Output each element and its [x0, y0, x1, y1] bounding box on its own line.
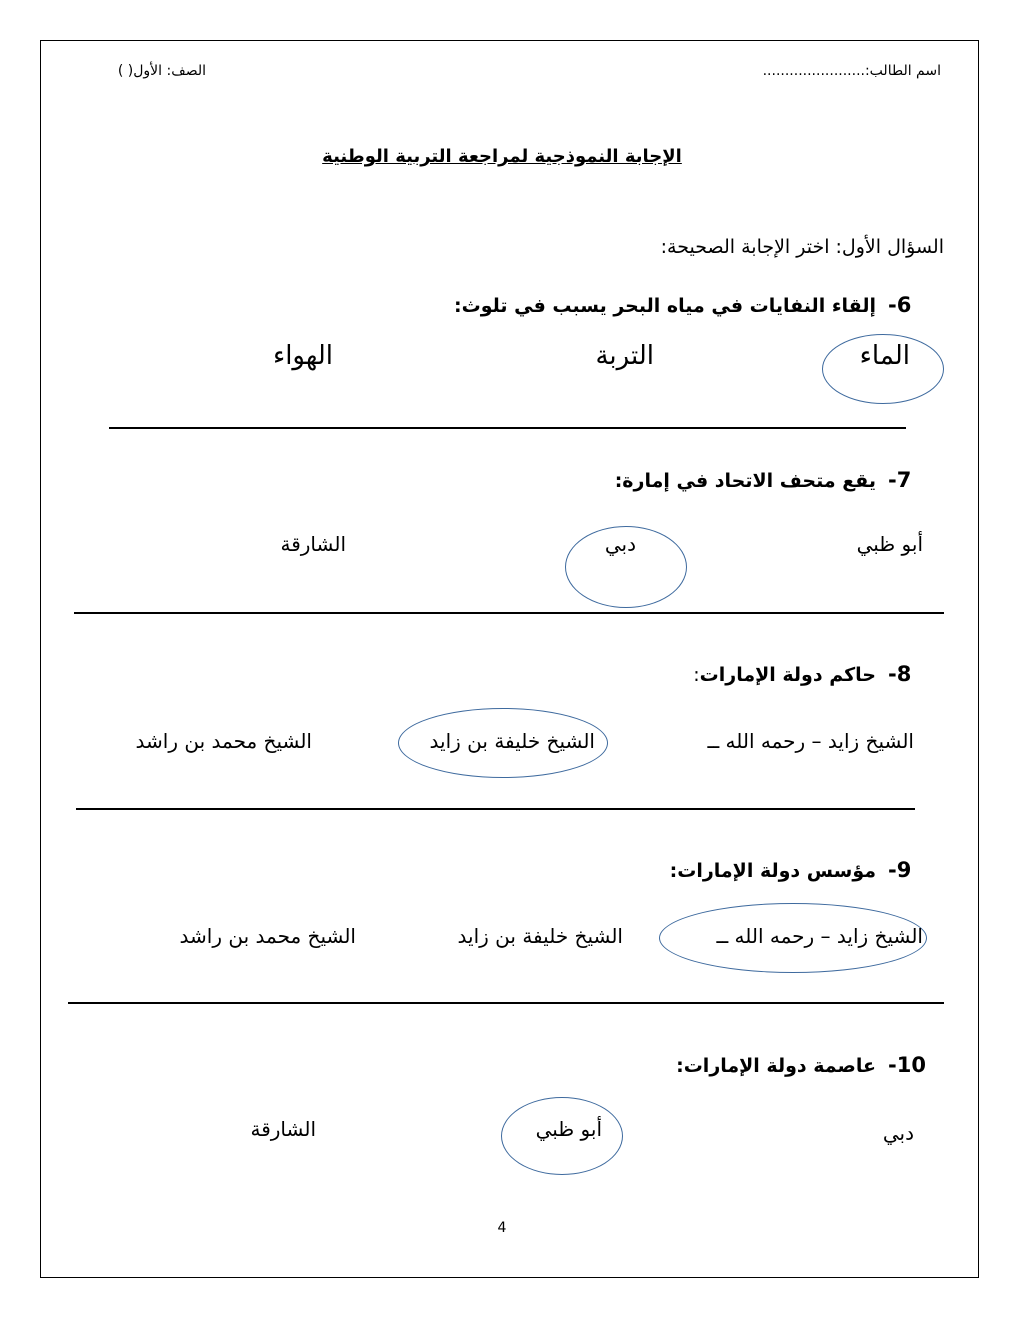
question-9: [670, 858, 940, 882]
page-number: 4: [497, 1220, 507, 1236]
option-air: الهواء: [272, 341, 333, 371]
question-number: 9-: [888, 858, 912, 882]
option-sheikh-khalifa: الشيخ خليفة بن زايد: [457, 924, 623, 948]
option-abu-dhabi: أبو ظبي: [856, 532, 923, 556]
option-sheikh-mohammed: الشيخ محمد بن راشد: [135, 729, 312, 753]
question-number: 8-: [888, 662, 912, 686]
page-border: [40, 40, 979, 1278]
option-soil: التربة: [595, 341, 654, 371]
question-10: [676, 1053, 940, 1077]
option-sheikh-mohammed: الشيخ محمد بن راشد: [179, 924, 356, 948]
option-sheikh-zayed: الشيخ زايد – رحمه الله ــ: [707, 729, 914, 753]
section-heading: السؤال الأول: اختر الإجابة الصحيحة:: [660, 236, 944, 258]
divider: [68, 1002, 944, 1004]
option-sheikh-zayed: الشيخ زايد – رحمه الله ــ: [716, 924, 923, 948]
option-dubai: دبي: [882, 1121, 914, 1145]
question-text: حاكم دولة الإمارات: [699, 664, 876, 686]
divider: [109, 427, 906, 429]
question-text: مؤسس دولة الإمارات:: [669, 860, 876, 882]
option-sharjah: الشارقة: [250, 1117, 316, 1141]
question-8: 8-حاكم دولة الإمارات:: [693, 662, 940, 686]
option-sheikh-khalifa: الشيخ خليفة بن زايد: [429, 729, 595, 753]
question-number: 6-: [888, 293, 912, 317]
option-dubai: دبي: [604, 532, 636, 556]
question-text: يقع متحف الاتحاد في إمارة:: [614, 470, 876, 492]
option-water: الماء: [859, 341, 910, 371]
student-name-label: اسم الطالب:.......................: [762, 63, 941, 79]
question-number: 10-: [888, 1053, 926, 1077]
question-7: [615, 468, 940, 492]
option-abu-dhabi: أبو ظبي: [535, 1117, 602, 1141]
divider: [76, 808, 915, 810]
option-sharjah: الشارقة: [280, 532, 346, 556]
question-text: إلقاء النفايات في مياه البحر يسبب في تلوث:: [454, 295, 876, 317]
page-title: الإجابة النموذجية لمراجعة التربية الوطنية: [322, 146, 682, 167]
divider: [74, 612, 944, 614]
grade-label: الصف: الأول( ): [117, 63, 206, 79]
question-6: [454, 293, 940, 317]
question-text: عاصمة دولة الإمارات:: [676, 1055, 876, 1077]
question-number: 7-: [888, 468, 912, 492]
